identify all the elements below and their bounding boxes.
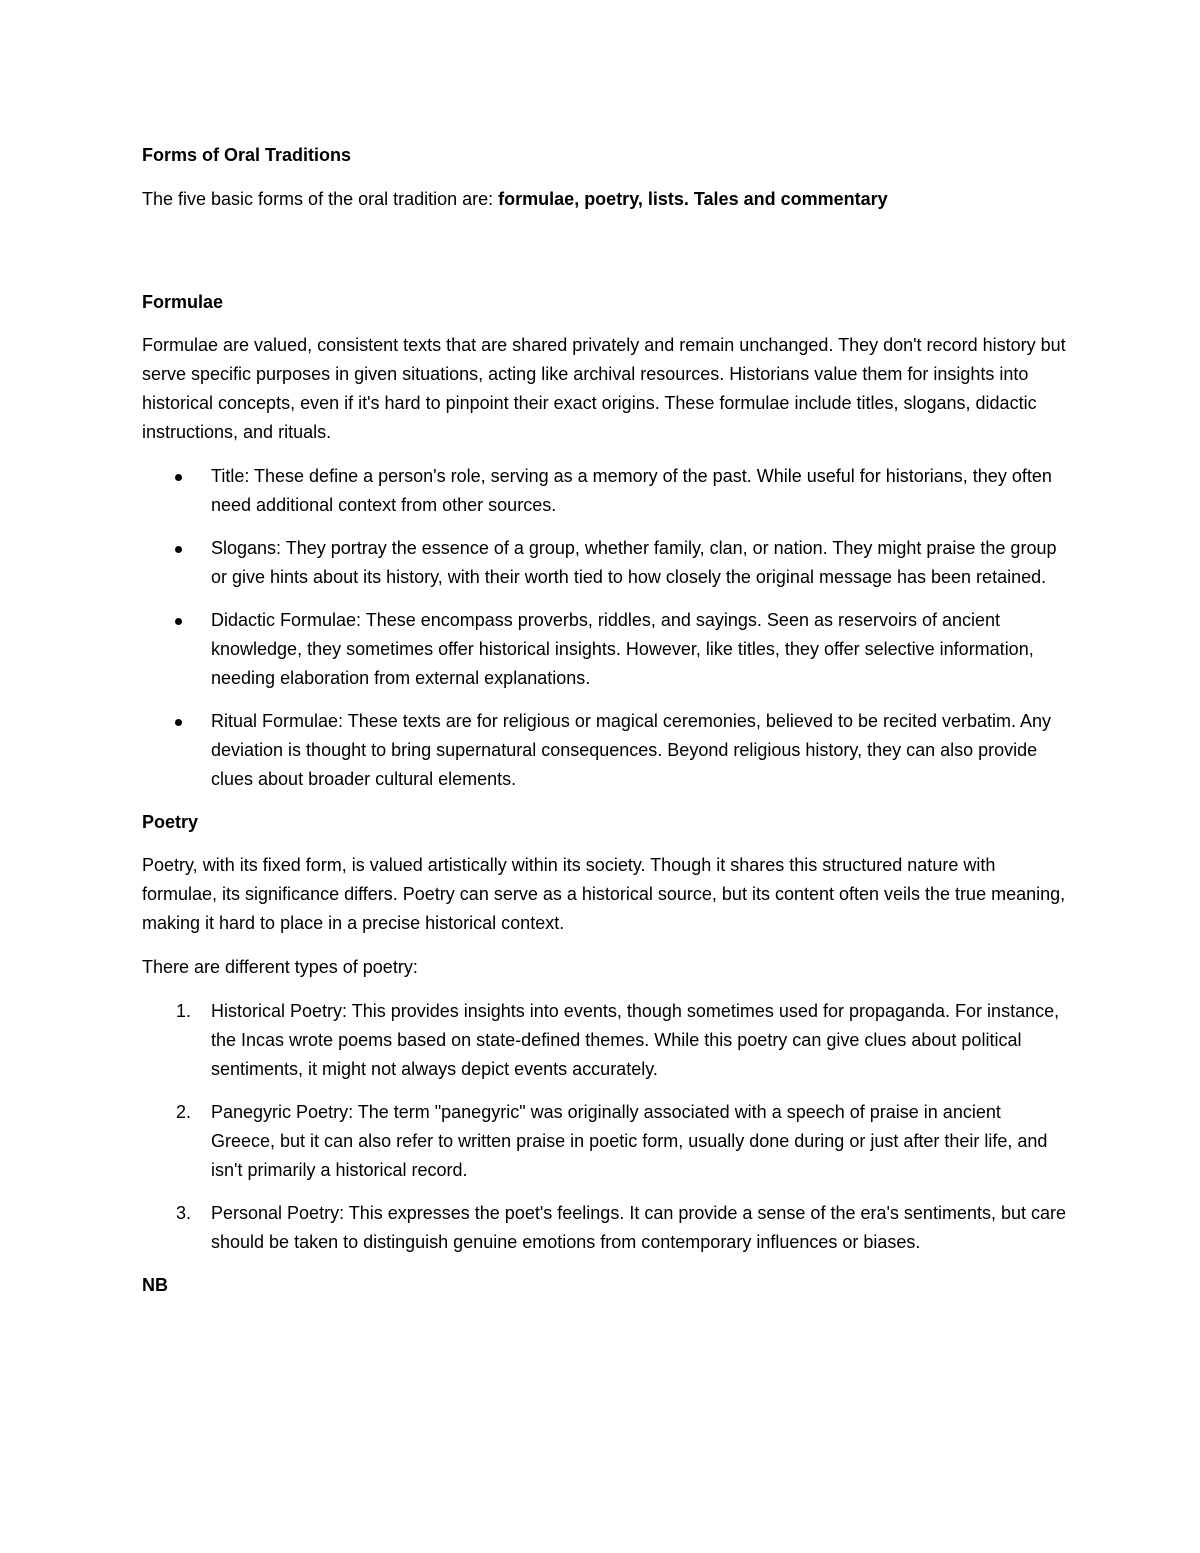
list-item-text: Panegyric Poetry: The term "panegyric" was originally associated with a speech of praise in ancient Greece, but it can also refer to written praise in poetic form, usually done during or just after their life, and isn't primarily a historical record.	[211, 1102, 1048, 1180]
bullet-icon	[175, 474, 182, 481]
bullet-text: Slogans: They portray the essence of a group, whether family, clan, or nation. They might praise the group or give hints about its history, with their worth tied to how closely the original message has been retained.	[211, 538, 1057, 587]
list-item	[142, 462, 1067, 520]
bullet-icon	[175, 618, 182, 625]
poetry-paragraph: Poetry, with its fixed form, is valued artistically within its society. Though it shares this structured nature with formulae, its significance differs. Poetry can serve as a historical source, but its content often veils the true meaning, making it hard to place in a precise historical context.	[142, 855, 1066, 933]
poetry-types-intro: There are different types of poetry:	[142, 957, 418, 977]
list-item	[142, 707, 1067, 794]
list-number: 2.	[176, 1102, 192, 1122]
list-item	[142, 606, 1067, 693]
intro-text: The five basic forms of the oral tradition are:	[142, 189, 499, 209]
poetry-types-list	[142, 997, 1067, 1257]
list-item	[142, 1098, 1067, 1185]
list-number: 3.	[176, 1203, 192, 1223]
bullet-text: Didactic Formulae: These encompass proverbs, riddles, and sayings. Seen as reservoirs of ancient knowledge, they sometimes offer historical insights. However, like titles, they offer selective information, needing elaboration from external explanations.	[211, 610, 1034, 688]
intro-paragraph	[142, 185, 1067, 214]
poetry-heading: Poetry	[142, 812, 199, 832]
list-item	[142, 1199, 1067, 1257]
formulae-bullet-list	[142, 462, 1067, 794]
list-item	[142, 997, 1067, 1084]
bullet-text: Title: These define a person's role, serving as a memory of the past. While useful for historians, they often need additional context from other sources.	[211, 466, 1052, 515]
formulae-heading: Formulae	[142, 292, 224, 312]
list-item	[142, 534, 1067, 592]
document-page	[142, 141, 1067, 1318]
list-item-text: Historical Poetry: This provides insights into events, though sometimes used for propaganda. For instance, the Incas wrote poems based on state-defined themes. While this poetry can give clues about political sentiments, it might not always depict events accurately.	[211, 1001, 1060, 1079]
document-title: Forms of Oral Traditions	[142, 145, 352, 165]
bullet-text: Ritual Formulae: These texts are for religious or magical ceremonies, believed to be recited verbatim. Any deviation is thought to bring supernatural consequences. Beyond religious history, they can also provide clues about broader cultural elements.	[211, 711, 1052, 789]
list-number: 1.	[176, 1001, 192, 1021]
bullet-icon	[175, 546, 182, 553]
intro-forms-list: formulae, poetry, lists. Tales and commentary	[498, 189, 888, 209]
formulae-paragraph: Formulae are valued, consistent texts that are shared privately and remain unchanged. They don't record history but serve specific purposes in given situations, acting like archival resources. Historians value them for insights into historical concepts, even if it's hard to pinpoint their exact origins. These formulae include titles, slogans, didactic instructions, and rituals.	[142, 335, 1066, 442]
list-item-text: Personal Poetry: This expresses the poet's feelings. It can provide a sense of the era's sentiments, but care should be taken to distinguish genuine emotions from contemporary influences or biases.	[211, 1203, 1066, 1252]
bullet-icon	[175, 719, 182, 726]
nb-heading: NB	[142, 1275, 168, 1295]
